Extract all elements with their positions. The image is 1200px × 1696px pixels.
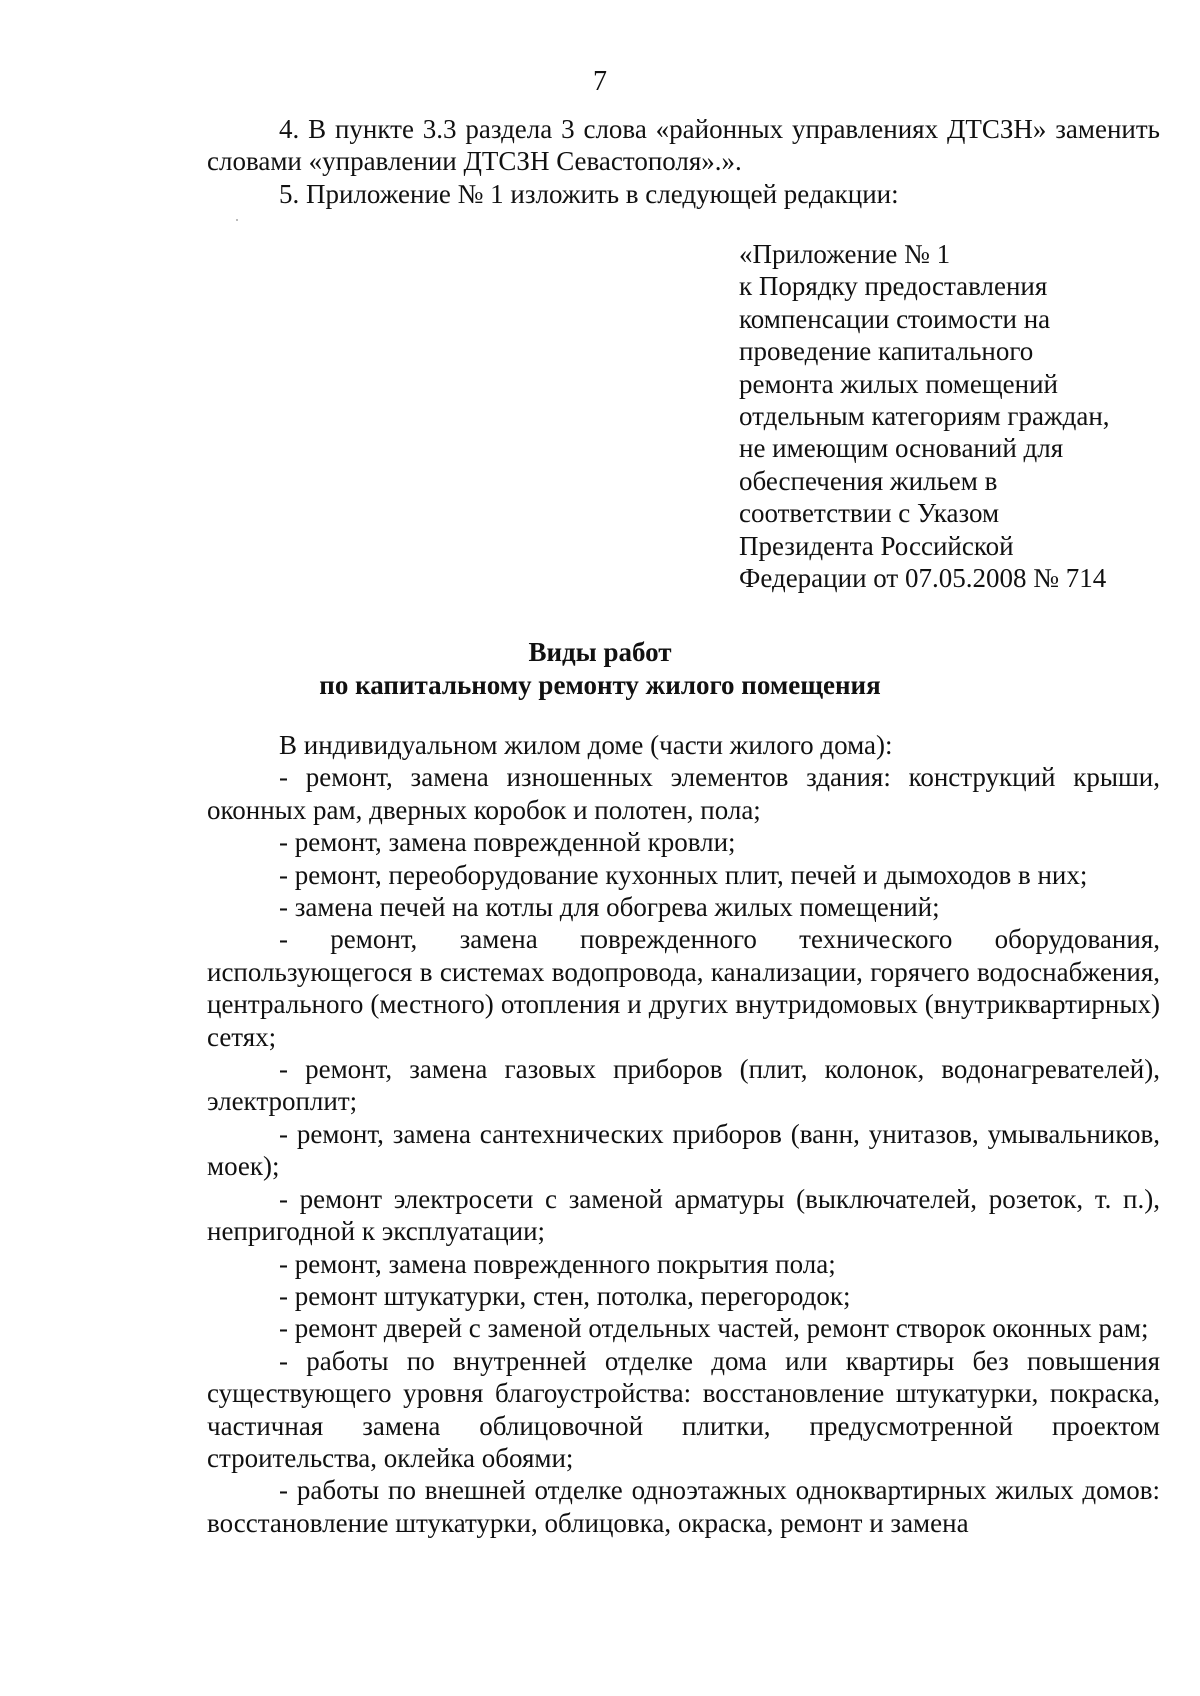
section-title-line-2: по капитальному ремонту жилого помещения xyxy=(319,670,881,700)
appendix-header-line: не имеющим оснований для xyxy=(739,433,1064,464)
list-item: - ремонт штукатурки, стен, потолка, перегородок; xyxy=(279,1280,851,1311)
amendment-paragraphs xyxy=(207,113,1160,210)
appendix-header-line: Федерации от 07.05.2008 № 714 xyxy=(739,563,1107,594)
appendix-header-line: отдельным категориям граждан, xyxy=(739,401,1110,432)
amendment-item-5: 5. Приложение № 1 изложить в следующей редакции: xyxy=(279,178,899,209)
list-item: - ремонт, замена поврежденного технического оборудования, использующегося в системах водопровода, канализации, горячего водоснабжения, центрального (местного) отопления и других внутридомовых (внутриквартирных) сетях; xyxy=(207,924,1160,1052)
section-title xyxy=(0,636,1200,702)
appendix-header xyxy=(739,238,1159,594)
works-list-intro: В индивидуальном жилом доме (части жилого дома): xyxy=(279,730,893,760)
list-item: - ремонт, замена сантехнических приборов (ванн, унитазов, умывальников, моек); xyxy=(207,1118,1160,1182)
amendment-item-4: 4. В пункте 3.3 раздела 3 слова «районных управлениях ДТСЗН» заменить словами «управлении ДТСЗН Севастополя».». xyxy=(207,114,1160,177)
works-list xyxy=(207,729,1160,1539)
appendix-header-line: к Порядку предоставления xyxy=(739,271,1048,302)
section-title-line-1: Виды работ xyxy=(528,637,672,667)
appendix-header-line: ремонта жилых помещений xyxy=(739,368,1058,399)
scan-speck xyxy=(236,219,238,221)
list-item: - ремонт, переоборудование кухонных плит, печей и дымоходов в них; xyxy=(279,859,1088,890)
list-item: - ремонт электросети с заменой арматуры (выключателей, розеток, т. п.), непригодной к эксплуатации; xyxy=(207,1183,1160,1247)
list-item: - ремонт, замена изношенных элементов здания: конструкций крыши, оконных рам, дверных коробок и полотен, пола; xyxy=(207,762,1160,825)
list-item: - ремонт, замена поврежденной кровли; xyxy=(279,827,736,858)
appendix-header-line: проведение капитального xyxy=(739,336,1034,367)
appendix-header-line: соответствии с Указом xyxy=(739,498,1000,529)
appendix-header-line: компенсации стоимости на xyxy=(739,303,1051,334)
list-item: - работы по внешней отделке одноэтажных одноквартирных жилых домов: восстановление штукатурки, облицовка, окраска, ремонт и замена xyxy=(207,1475,1160,1538)
list-item: - ремонт, замена поврежденного покрытия пола; xyxy=(279,1248,836,1279)
list-item: - замена печей на котлы для обогрева жилых помещений; xyxy=(279,892,940,923)
list-item: - ремонт, замена газовых приборов (плит, колонок, водонагревателей), электроплит; xyxy=(207,1054,1160,1117)
appendix-header-line: обеспечения жильем в xyxy=(739,465,998,496)
appendix-header-line: «Приложение № 1 xyxy=(739,239,951,269)
list-item: - работы по внутренней отделке дома или квартиры без повышения существующего уровня благоустройства: восстановление штукатурки, покраска, частичная замена облицовочной плитки, предусмотренной проектом строительства, оклейка обоями; xyxy=(207,1345,1160,1473)
appendix-header-line: Президента Российской xyxy=(739,530,1014,561)
list-item: - ремонт дверей с заменой отдельных частей, ремонт створок оконных рам; xyxy=(279,1313,1149,1344)
page-number: 7 xyxy=(593,66,607,97)
